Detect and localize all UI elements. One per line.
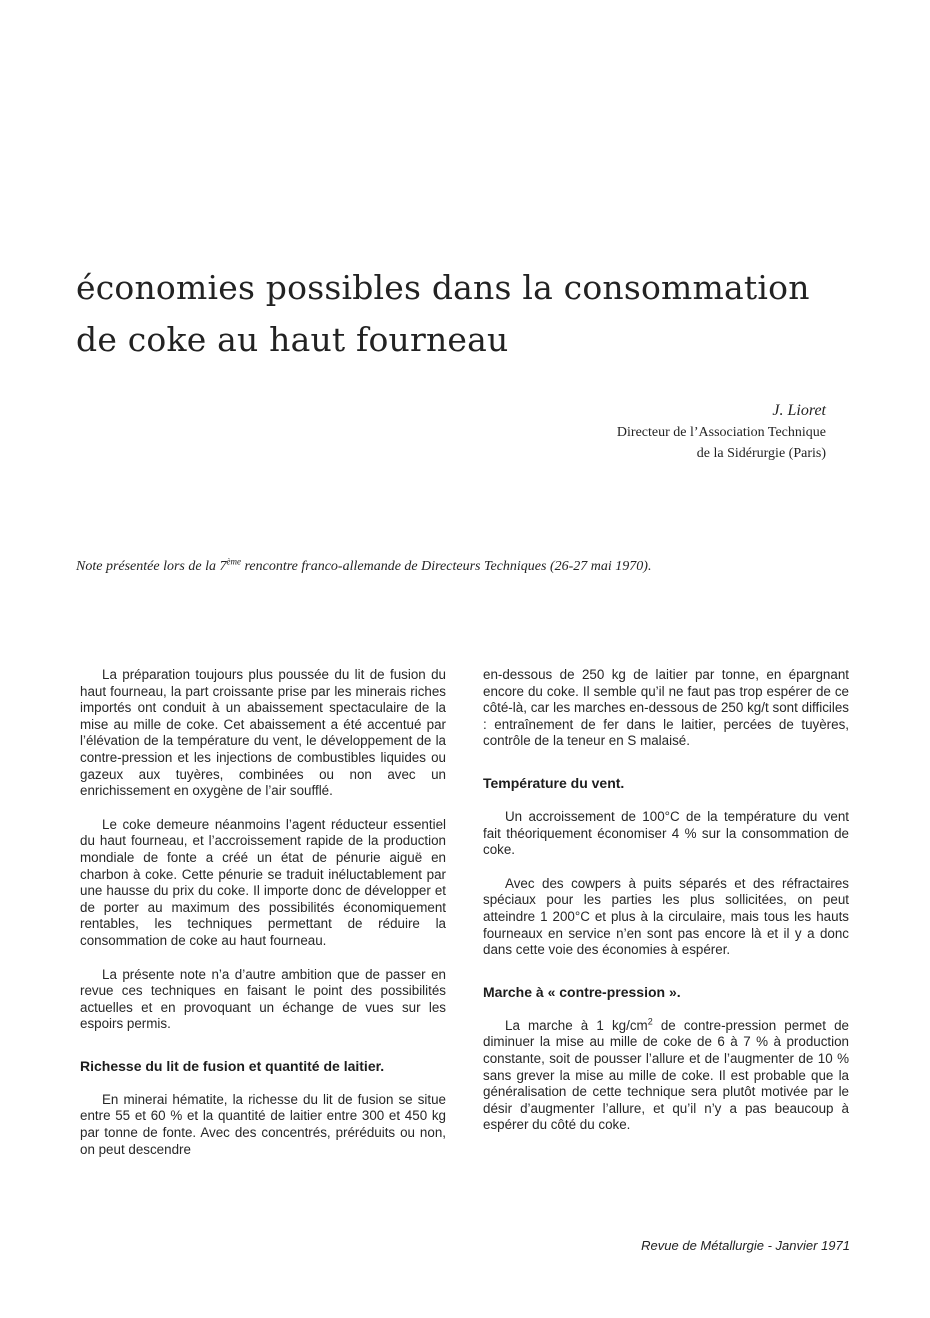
superscript: 2 — [647, 1016, 653, 1027]
journal-footer: Revue de Métallurgie - Janvier 1971 — [641, 1238, 850, 1253]
paragraph: La présente note n’a d’autre ambition que de passer en revue ces techniques en faisant le point des possibilités actuelles et en provoquant un échange de vues sur les espoirs permis. — [80, 966, 446, 1032]
presentation-note — [76, 557, 876, 577]
paragraph: La préparation toujours plus poussée du lit de fusion du haut fourneau, la part croissante prise par les minerais riches importés ont conduit à un abaissement spectaculaire de la mise au mille de coke. Cet abaissement a été accentué par l’élévation de la température du vent, le développement de la contre-pression et les injections de combustibles liquides ou gazeux aux tuyères, combinées ou non avec un enrichissement en oxygène de l’air soufflé. — [80, 667, 446, 799]
paragraph: Un accroissement de 100°C de la température du vent fait théoriquement économiser 4 % sur la consommation de coke. — [483, 808, 849, 858]
section-heading: Richesse du lit de fusion et quantité de laitier. — [80, 1057, 385, 1074]
note-after: rencontre franco-allemande de Directeurs Techniques (26-27 mai 1970). — [240, 559, 652, 574]
author-block — [617, 400, 826, 464]
article-title — [76, 262, 856, 366]
paragraph — [483, 1018, 849, 1134]
paragraph-text: La marche à 1 kg/cm — [505, 1017, 648, 1033]
right-column — [483, 667, 849, 1134]
paragraph: En minerai hématite, la richesse du lit de fusion se situe entre 55 et 60 % et la quantité de laitier entre 300 et 450 kg par tonne de fonte. Avec des concentrés, préréduits ou non, on peut descendre — [80, 1091, 446, 1157]
author-affiliation-2: de la Sidérurgie (Paris) — [696, 446, 826, 461]
section-heading: Marche à « contre-pression ». — [483, 983, 681, 1000]
author-affiliation-1: Directeur de l’Association Technique — [616, 425, 826, 440]
paragraph: en-dessous de 250 kg de laitier par tonne, en épargnant encore du coke. Il semble qu’il ne faut pas trop espérer de ce côté-là, car les marches en-dessous de 250 kg/t sont difficiles : entraînement de fer dans le laitier, percées de tuyères, contrôle de la teneur en S malaisé. — [483, 667, 849, 749]
title-line-1: économies possibles dans la consommation — [76, 268, 810, 307]
note-ordinal: 7 — [219, 559, 227, 574]
section-heading: Température du vent. — [483, 774, 625, 791]
author-name: J. Lioret — [772, 402, 826, 419]
paragraph-text: de contre-pression permet de diminuer la mise au mille de coke de 6 à 7 % à production constante, soit de pousser l’allure et de l’augmenter de 10 % sans grever la mise au mille de coke. Il est probable que la généralisation de cette technique sera plutôt motivée par le désir d’augmenter l’allure, et qu’il n’y a pas beaucoup à espérer du côté du coke. — [483, 1017, 849, 1133]
note-before: Note présentée lors de la — [76, 559, 220, 574]
paragraph: Avec des cowpers à puits séparés et des réfractaires spéciaux pour les parties les plus sollicitées, on peut atteindre 1 200°C et plus à la circulaire, mais tous les hauts fourneaux en service n’en sont pas encore là et il y a donc dans cette voie des économies à espérer. — [483, 875, 849, 958]
note-ordinal-sup: ème — [226, 556, 241, 567]
paragraph: Le coke demeure néanmoins l’agent réducteur essentiel du haut fourneau, et l’accroissement rapide de la production mondiale de fonte a créé un état de pénurie aiguë en charbon à coke. Cette pénurie se traduit inéluctablement par une hausse du prix du coke. Il importe donc de développer et de porter au maximum des possibilités économiquement rentables, les techniques permettant de réduire la consommation de coke au haut fourneau. — [80, 816, 446, 948]
left-column — [80, 667, 446, 1158]
title-line-2: de coke au haut fourneau — [76, 320, 509, 359]
